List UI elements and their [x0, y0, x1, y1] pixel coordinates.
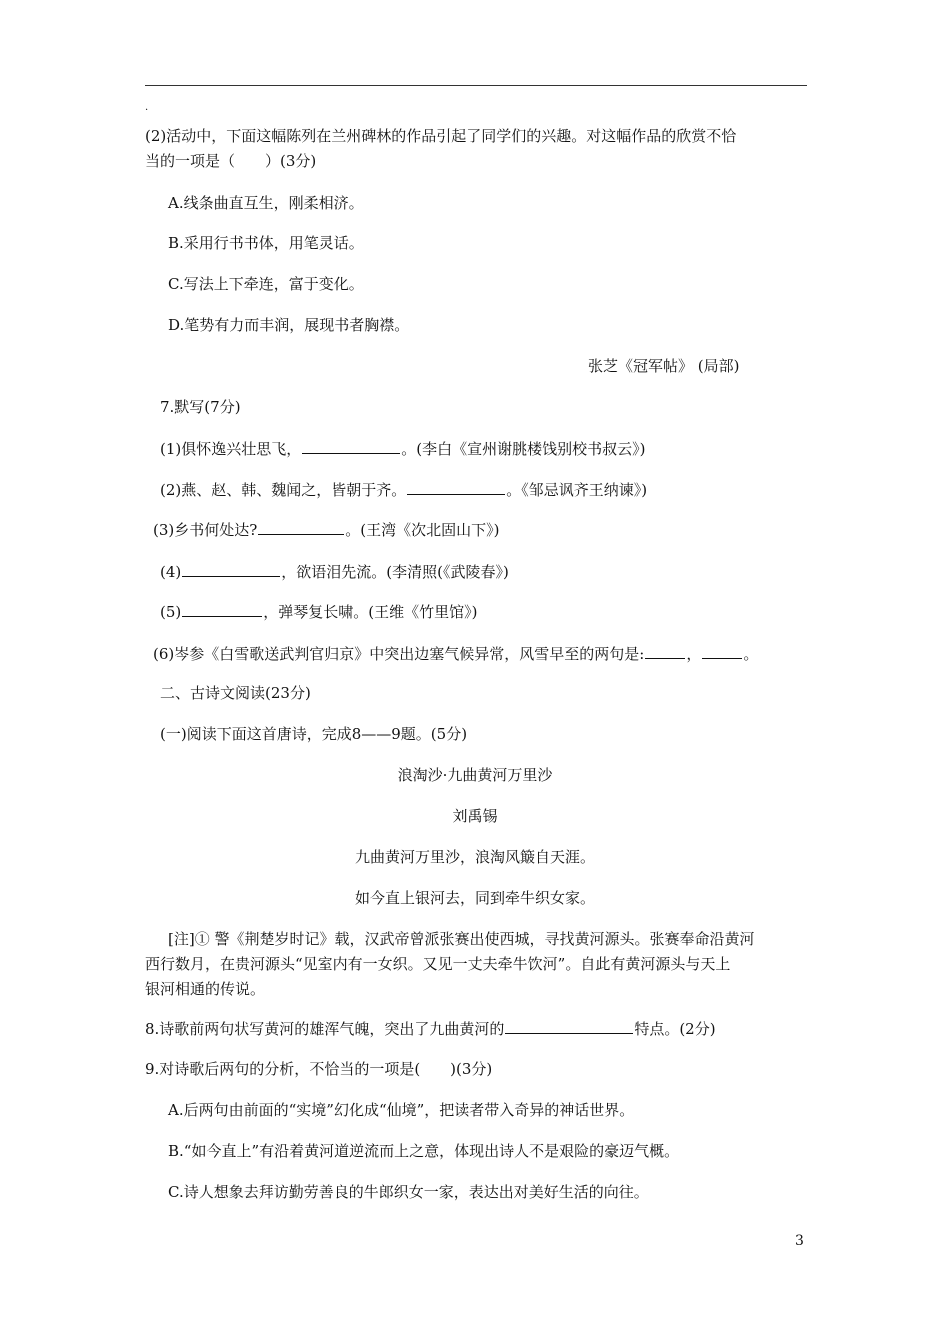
q8-pre: 8.诗歌前两句状写黄河的雄浑气魄，突出了九曲黄河的	[145, 1020, 505, 1038]
q7-blank-6b[interactable]	[702, 642, 742, 659]
poem-line-1: 九曲黄河万里沙，浪淘风簸自天涯。	[354, 848, 595, 866]
q6-2-option-a: A.线条曲直互生，刚柔相济。	[168, 194, 364, 212]
q7-line-4-pre: (4)	[160, 563, 182, 581]
q7-line-2-pre: (2)燕、赵、韩、魏闻之，皆朝于齐。	[160, 481, 407, 499]
q7-line-3-pre: (3)乡书何处达?	[153, 521, 258, 539]
section-2-title: 二、古诗文阅读(23分)	[160, 684, 311, 702]
page-number: 3	[795, 1233, 804, 1249]
q6-2-option-b: B.采用行书书体，用笔灵话。	[168, 234, 364, 252]
q8-post: 特点。(2分)	[634, 1020, 716, 1038]
q7-line-2	[160, 478, 647, 501]
q6-2-stem-line2: 当的一项是（ ）(3分)	[145, 152, 317, 170]
artwork-caption: 张芝《冠军帖》 (局部)	[588, 357, 740, 375]
q7-line-4	[160, 560, 509, 583]
poem-author: 刘禹锡	[452, 807, 498, 825]
q7-line-1	[160, 437, 645, 460]
q7-line-1-pre: (1)俱怀逸兴壮思飞，	[160, 440, 302, 458]
q7-line-6-mid: ，	[686, 645, 702, 663]
note-line-1: [注]① 警《荆楚岁时记》载，汉武帝曾派张赛出使西城，寻找黄河源头。张赛奉命沿黄河	[168, 930, 755, 948]
header-dot: .	[145, 102, 149, 113]
q7-line-5-pre: (5)	[160, 603, 182, 621]
poem-title: 浪淘沙·九曲黄河万里沙	[397, 766, 553, 784]
q7-line-4-post: ，欲语泪先流。(李清照(《武陵春》)	[281, 563, 509, 581]
q7-line-3-post: 。(王湾《次北固山下》)	[345, 521, 500, 539]
q7-blank-3[interactable]	[258, 518, 344, 535]
q7-blank-2[interactable]	[407, 478, 505, 495]
note-line-3: 银河相通的传说。	[145, 980, 266, 998]
note-line-2: 西行数月，在贵河源头“见室内有一女织。又见一丈夫牵牛饮河”。自此有黄河源头与天上	[145, 955, 731, 973]
q7-blank-6a[interactable]	[645, 642, 685, 659]
q6-2-option-c: C.写法上下牵连，富于变化。	[168, 275, 364, 293]
q7-line-5	[160, 600, 477, 623]
q9-option-b: B.“如今直上”有沿着黄河道逆流而上之意，体现出诗人不是艰险的豪迈气概。	[168, 1142, 680, 1160]
q6-2-stem-line1: (2)活动中，下面这幅陈列在兰州碑林的作品引起了同学们的兴趣。对这幅作品的欣赏不恰	[145, 127, 737, 145]
q7-title: 7.默写(7分)	[160, 398, 241, 416]
section-2-subtitle: (一)阅读下面这首唐诗，完成8——9题。(5分)	[160, 725, 468, 743]
q9-option-c: C.诗人想象去拜访勤劳善良的牛郎织女一家，表达出对美好生活的向往。	[168, 1183, 649, 1201]
q7-line-2-post: 。《邹忌讽齐王纳谏》)	[506, 481, 648, 499]
q9-stem: 9.对诗歌后两句的分析，不恰当的一项是( )(3分)	[145, 1060, 493, 1078]
q7-line-6-post: 。	[743, 645, 759, 663]
q7-line-6-pre: (6)岑参《白雪歌送武判官归京》中突出边塞气候异常，风雪早至的两句是:	[153, 645, 645, 663]
q7-line-1-post: 。(李白《宣州谢朓楼饯别校书叔云》)	[401, 440, 646, 458]
q8-blank[interactable]	[505, 1017, 633, 1034]
q9-option-a: A.后两句由前面的“实境”幻化成“仙境”，把读者带入奇异的神话世界。	[168, 1101, 635, 1119]
q7-line-6	[153, 642, 758, 665]
q7-blank-4[interactable]	[182, 560, 280, 577]
q6-2-option-d: D.笔势有力而丰润，展现书者胸襟。	[168, 316, 410, 334]
q7-blank-5[interactable]	[182, 600, 262, 617]
header-rule	[145, 85, 807, 86]
q8	[145, 1017, 716, 1040]
q7-blank-1[interactable]	[302, 437, 400, 454]
poem-line-2: 如今直上银河去，同到牵牛织女家。	[354, 889, 595, 907]
q7-line-5-post: ，弹琴复长啸。(王维《竹里馆》)	[263, 603, 478, 621]
q7-line-3	[153, 518, 500, 541]
